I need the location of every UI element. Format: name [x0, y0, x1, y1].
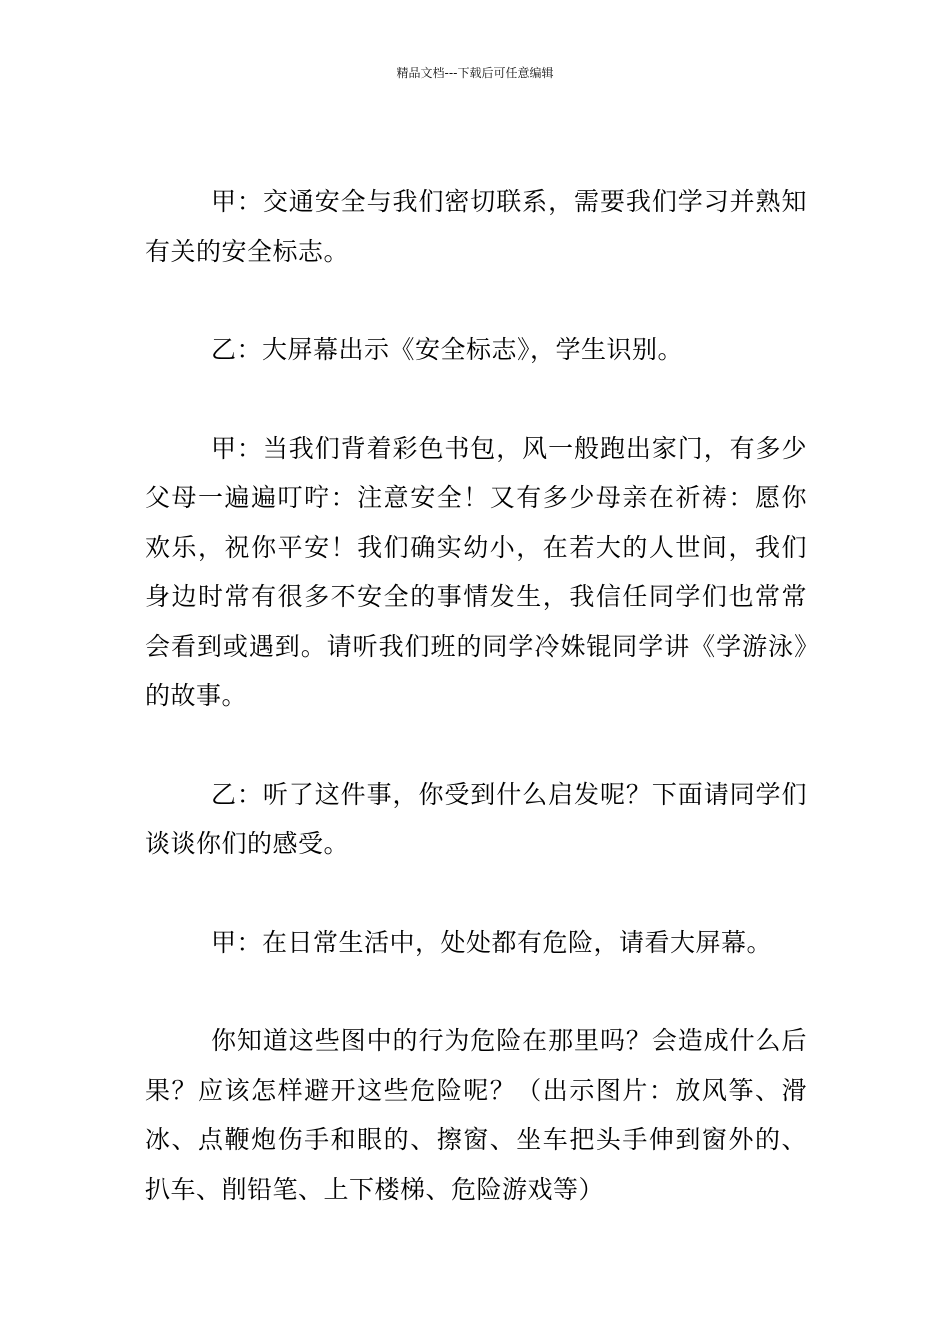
document-body — [145, 177, 807, 1263]
paragraph-4: 乙：听了这件事，你受到什么启发呢？下面请同学们谈谈你们的感受。 — [145, 779, 807, 858]
paragraph-3: 甲：当我们背着彩色书包，风一般跑出家门，有多少父母一遍遍叮咛：注意安全！又有多少母亲在祈祷：愿你欢乐，祝你平安！我们确实幼小，在若大的人世间，我们身边时常有很多不安全的事情发生，我信任同学们也常常会看到或遇到。请听我们班的同学冷姝锟同学讲《学游泳》的故事。 — [145, 433, 807, 710]
paragraph-2: 乙：大屏幕出示《安全标志》，学生识别。 — [211, 335, 684, 364]
paragraph-5: 甲：在日常生活中，处处都有危险，请看大屏幕。 — [211, 927, 773, 957]
page-header: 精品文档---下载后可任意编辑 — [396, 66, 554, 80]
paragraph-6: 你知道这些图中的行为危险在那里吗？会造成什么后果？应该怎样避开这些危险呢？（出示图片：放风筝、滑冰、点鞭炮伤手和眼的、擦窗、坐车把头手伸到窗外的、扒车、削铅笔、上下楼梯、危险游戏等） — [145, 1026, 807, 1204]
paragraph-1: 甲：交通安全与我们密切联系，需要我们学习并熟知有关的安全标志。 — [145, 187, 807, 266]
